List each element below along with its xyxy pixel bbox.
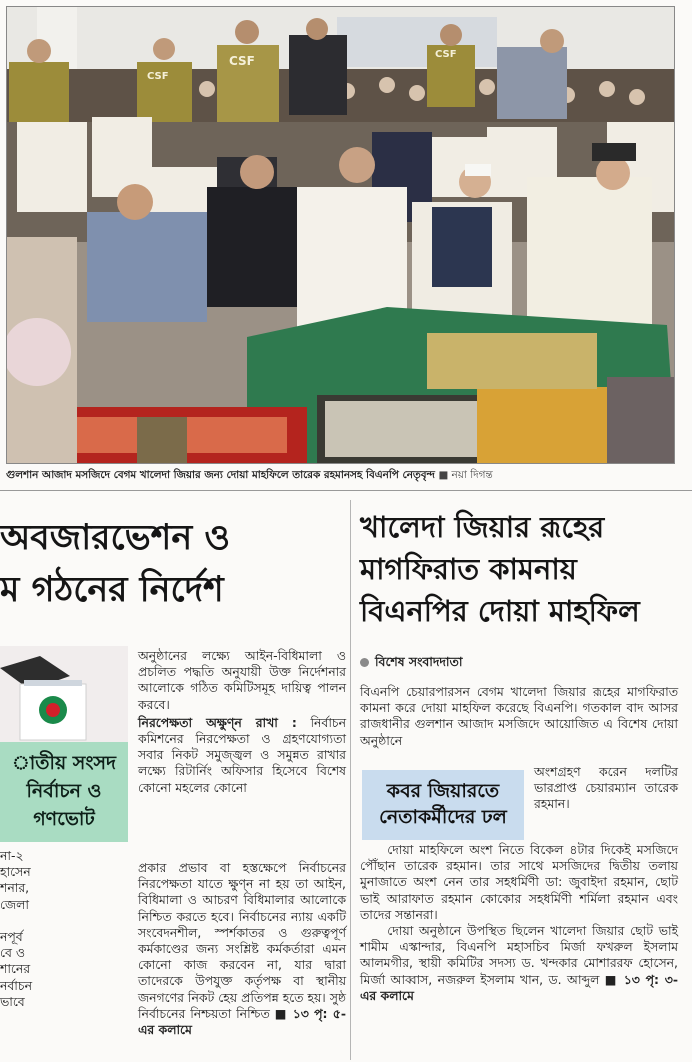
col1-line: ভাবে — [0, 993, 25, 1009]
col3-paragraph: প্রকার প্রভাব বা হস্তক্ষেপে নির্বাচনের নিরপেক্ষতা যাতে ক্ষুণ্ন না হয় তা আইন, বিধিমালা ও আচরণ বিধিমালার আলোকে নিশ্চিত করতে হবে। নির্বাচনের ন্যায় একটি সংবেদনশীল, স্পর্শকাতর ও গুরুত্বপূর্ণ কর্মকাণ্ডের জন্য সংশ্লিষ্ট কর্মকর্তারা এমন কোনো কাজ করবেন না, যার দ্বারা তাদেরকে উপযুক্ত কর্তৃপক্ষ বা স্থানীয় জনগণের নিকট হেয় প্রতিপন্ন হতে হয়। সুষ্ঠ নির্বাচনের নিশ্চয়তা নিশ্চিত — [138, 860, 346, 1021]
pull-quote-box — [362, 770, 524, 840]
byline — [360, 654, 462, 674]
left-headline — [0, 512, 340, 616]
right-paragraph-3 — [360, 842, 678, 1004]
col1-line: হাসেন — [0, 864, 31, 880]
right-headline-line-1: খালেদা জিয়ার রূহের — [360, 510, 605, 544]
mosque-prayer-photo — [7, 7, 674, 463]
col1-line: নপূর্ব — [0, 929, 23, 945]
col2-subheading: নিরপেক্ষতা অক্ষুণ্ন রাখা : — [138, 714, 297, 730]
referendum-inset — [0, 646, 128, 842]
byline-text: বিশেষ সংবাদদাতা — [375, 654, 463, 669]
column-divider — [350, 500, 351, 1060]
left-column-1 — [0, 848, 128, 1010]
svg-text:CSF: CSF — [229, 54, 255, 68]
left-column-3 — [138, 860, 346, 1038]
col1-line: বে ও — [0, 945, 25, 961]
right-paragraph-2 — [534, 764, 678, 813]
right-paragraph-1 — [360, 684, 678, 749]
photo-credit: ■ নয়া দিগন্ত — [438, 469, 493, 481]
right-para-1: বিএনপি চেয়ারপারসন বেগম খালেদা জিয়ার রূহের মাগফিরাত কামনা করে দোয়া মাহফিল করেছে বিএনপি। গতকাল বাদ আসর রাজধানীর গুলশান আজাদ মসজিদে আয়োজিত এ বিশেষ দোয়া অনুষ্ঠানে — [360, 684, 678, 748]
pull-quote-line-1: কবর জিয়ারতে — [386, 780, 500, 802]
right-para-4: দোয়া অনুষ্ঠানে উপস্থিত ছিলেন খালেদা জিয়ার ছোট ভাই শামীম এস্কান্দার, বিএনপি মহাসচিব মির্জা ফখরুল ইসলাম আলমগীর, স্থায়ী কমিটির সদস্য ড. খন্দকার মোশাররফ হোসেন, মির্জা আব্বাস, নজরুল ইসলাম খান, ড. আব্দুল — [360, 923, 678, 987]
left-headline-line-1: অবজারভেশন ও — [0, 518, 231, 558]
left-headline-line-2: ম গঠনের নির্দেশ — [0, 570, 224, 610]
col1-line: শানের — [0, 961, 31, 977]
ballot-box-graphic — [0, 646, 128, 742]
col2-paragraph-2: নির্বাচন কমিশনের নিরপেক্ষতা ও গ্রহণযোগ্যতা সবার নিকট সমুজ্জ্বল ও সমুন্নত রাখার লক্ষ্যে রিটার্নিং অফিসার হিসেবে বিশেষ কোনো মহলের কোনো — [138, 714, 346, 795]
svg-text:CSF: CSF — [435, 49, 457, 60]
col1-line: জেলা — [0, 896, 29, 912]
section-divider — [0, 490, 692, 491]
right-headline-line-2: মাগফিরাত কামনায় — [360, 552, 577, 586]
photo-caption — [6, 468, 686, 485]
col1-line: না-২ — [0, 848, 24, 863]
right-jump-line: ■ ১৩ পৃ: ৩-এর কলামে — [360, 971, 678, 1003]
col1-line: নর্বাচন — [0, 977, 32, 993]
inset-line-1: াতীয় সংসদ — [11, 752, 117, 774]
right-headline — [360, 506, 686, 632]
right-para-2: অংশগ্রহণ করেন দলটির ভারপ্রাপ্ত চেয়ারম্যান তারেক রহমান। — [534, 764, 678, 812]
pull-quote-line-2: নেতাকর্মীদের ঢল — [379, 806, 507, 828]
left-jump-line: ■ ১৩ পৃ: ৫-এর কলামে — [138, 1005, 346, 1038]
right-para-3: দোয়া মাহফিলে অংশ নিতে বিকেল ৪টার দিকেই মসজিদে পৌঁছান তারেক রহমান। তার সাথে মসজিদের দ্বিতীয় তলায় মুনাজাতে অংশ নেন তার সহধর্মিণী ডা: জুবাইদা রহমান, ছোট ভাই আরাফাত রহমান কোকোর সহধর্মিণী শর্মিলা রহমান এবং তাদের সন্তানরা। — [360, 842, 678, 922]
news-photo — [6, 6, 675, 464]
col1-line — [0, 913, 128, 929]
ballot-box-icon — [0, 646, 128, 742]
svg-text:CSF: CSF — [147, 71, 169, 82]
inset-line-3: গণভোট — [33, 808, 95, 830]
col1-line: শনার, — [0, 880, 30, 896]
bullet-icon — [360, 658, 369, 667]
caption-text: গুলশান আজাদ মসজিদে বেগম খালেদা জিয়ার জন্য দোয়া মাহফিলে তারেক রহমানসহ বিএনপি নেতৃবৃন্দ — [6, 469, 435, 481]
inset-line-2: নির্বাচন ও — [26, 780, 102, 802]
left-column-2 — [138, 648, 346, 796]
right-headline-line-3: বিএনপির দোয়া মাহফিল — [360, 594, 640, 628]
col2-paragraph-1: অনুষ্ঠানের লক্ষ্যে আইন-বিধিমালা ও প্রচলিত পদ্ধতি অনুযায়ী উক্ত নির্দেশনার আলোকে গঠিত কমিটিসমূহ দায়িত্ব পালন করবে। — [138, 648, 346, 712]
